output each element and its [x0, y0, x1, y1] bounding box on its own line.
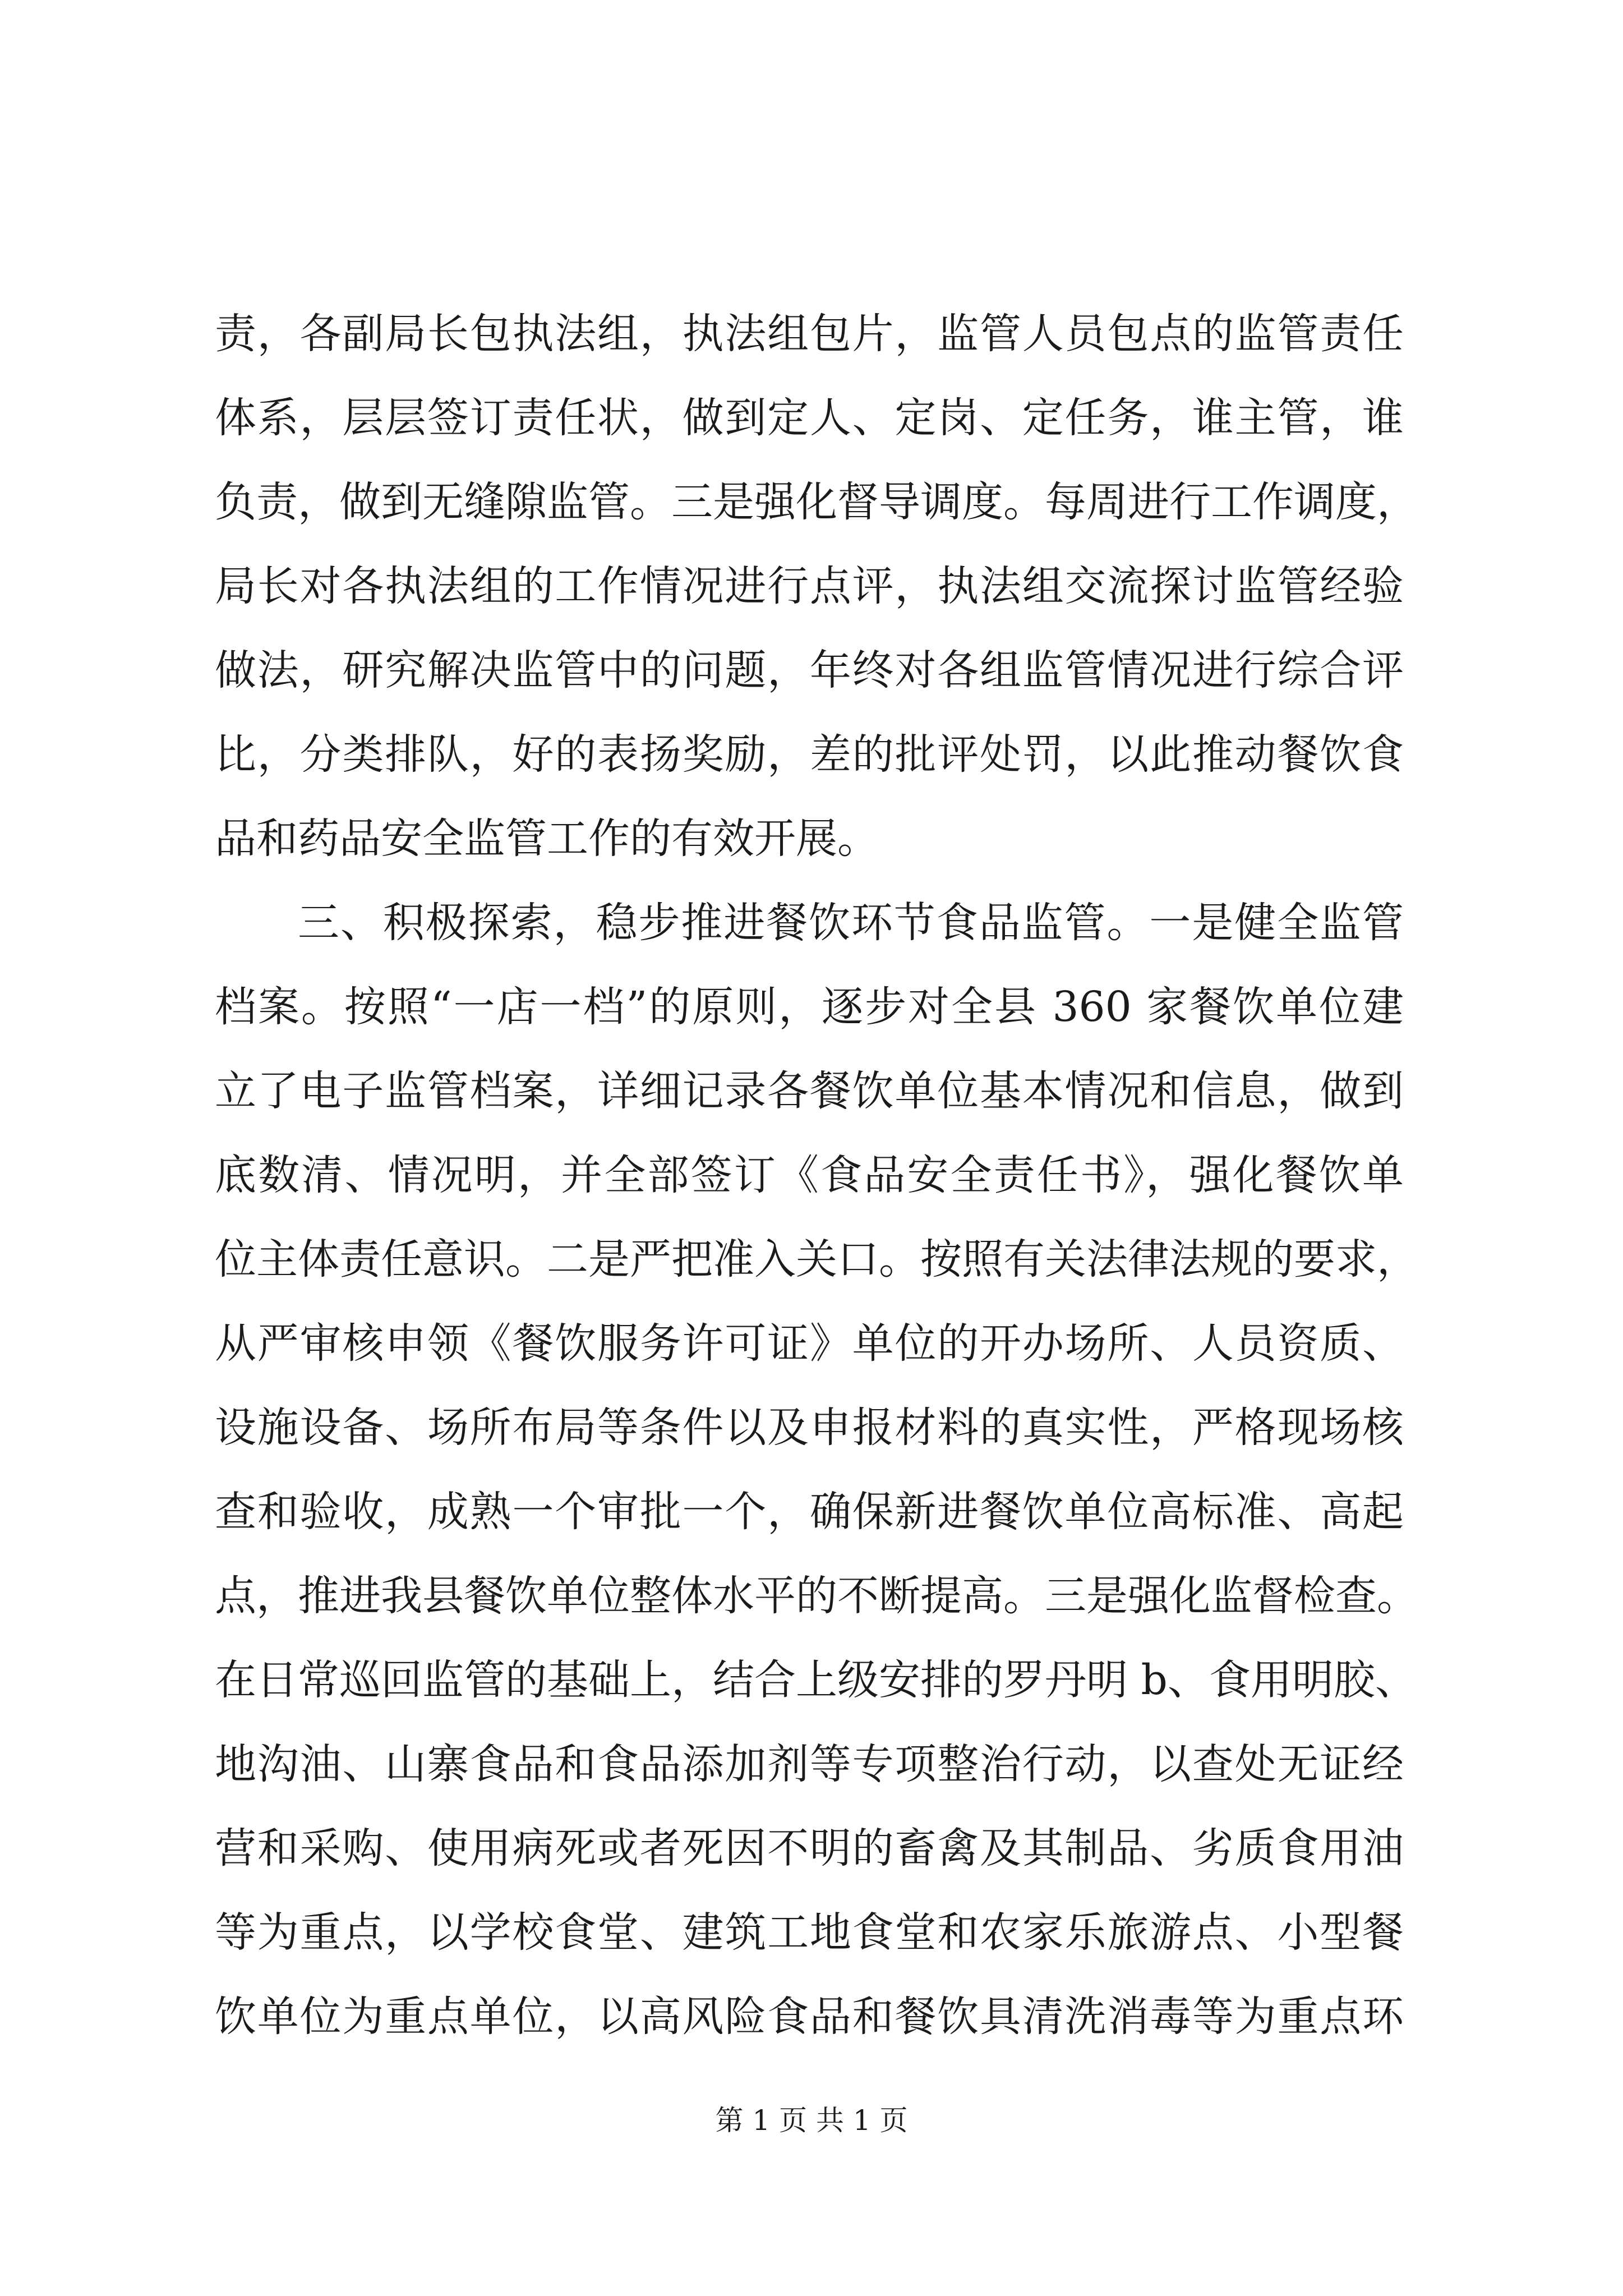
text-line: 责，各副局长包执法组，执法组包片，监管人员包点的监管责任 — [215, 310, 1404, 358]
text-line: 饮单位为重点单位，以高风险食品和餐饮具清洗消毒等为重点环 — [215, 1993, 1404, 2041]
text-line: 查和验收，成熟一个审批一个，确保新进餐饮单位高标准、高起 — [215, 1488, 1404, 1536]
text-line: 立了电子监管档案，详细记录各餐饮单位基本情况和信息，做到 — [215, 1067, 1404, 1115]
text-line: 从严审核申领《餐饮服务许可证》单位的开办场所、人员资质、 — [215, 1319, 1404, 1368]
text-line: 档案。按照“一店一档”的原则，逐步对全县 360 家餐饮单位建 — [215, 983, 1404, 1031]
text-line: 体系，层层签订责任状，做到定人、定岗、定任务，谁主管，谁 — [215, 394, 1404, 442]
text-line: 比，分类排队，好的表扬奖励，差的批评处罚，以此推动餐饮食 — [215, 730, 1404, 779]
text-line: 地沟油、山寨食品和食品添加剂等专项整治行动，以查处无证经 — [215, 1740, 1404, 1788]
text-line: 点，推进我县餐饮单位整体水平的不断提高。三是强化监督检查。 — [215, 1572, 1418, 1620]
text-line: 底数清、情况明，并全部签订《食品安全责任书》，强化餐饮单 — [215, 1151, 1404, 1199]
document-body — [215, 292, 1418, 2059]
text-line: 做法，研究解决监管中的问题，年终对各组监管情况进行综合评 — [215, 646, 1404, 694]
text-line: 营和采购、使用病死或者死因不明的畜禽及其制品、劣质食用油 — [215, 1824, 1404, 1872]
text-line: 设施设备、场所布局等条件以及申报材料的真实性，严格现场核 — [215, 1404, 1404, 1452]
text-line: 三、积极探索，稳步推进餐饮环节食品监管。一是健全监管 — [298, 899, 1404, 947]
text-line: 负责，做到无缝隙监管。三是强化督导调度。每周进行工作调度， — [215, 478, 1418, 526]
text-line: 等为重点，以学校食堂、建筑工地食堂和农家乐旅游点、小型餐 — [215, 1908, 1404, 1957]
text-line: 局长对各执法组的工作情况进行点评，执法组交流探讨监管经验 — [215, 562, 1404, 610]
text-line: 位主体责任意识。二是严把准入关口。按照有关法律法规的要求， — [215, 1235, 1418, 1283]
text-line: 品和药品安全监管工作的有效开展。 — [215, 815, 879, 863]
text-line: 在日常巡回监管的基础上，结合上级安排的罗丹明 b、食用明胶、 — [215, 1656, 1417, 1704]
page-number-footer: 第 1 页 共 1 页 — [715, 2104, 908, 2137]
